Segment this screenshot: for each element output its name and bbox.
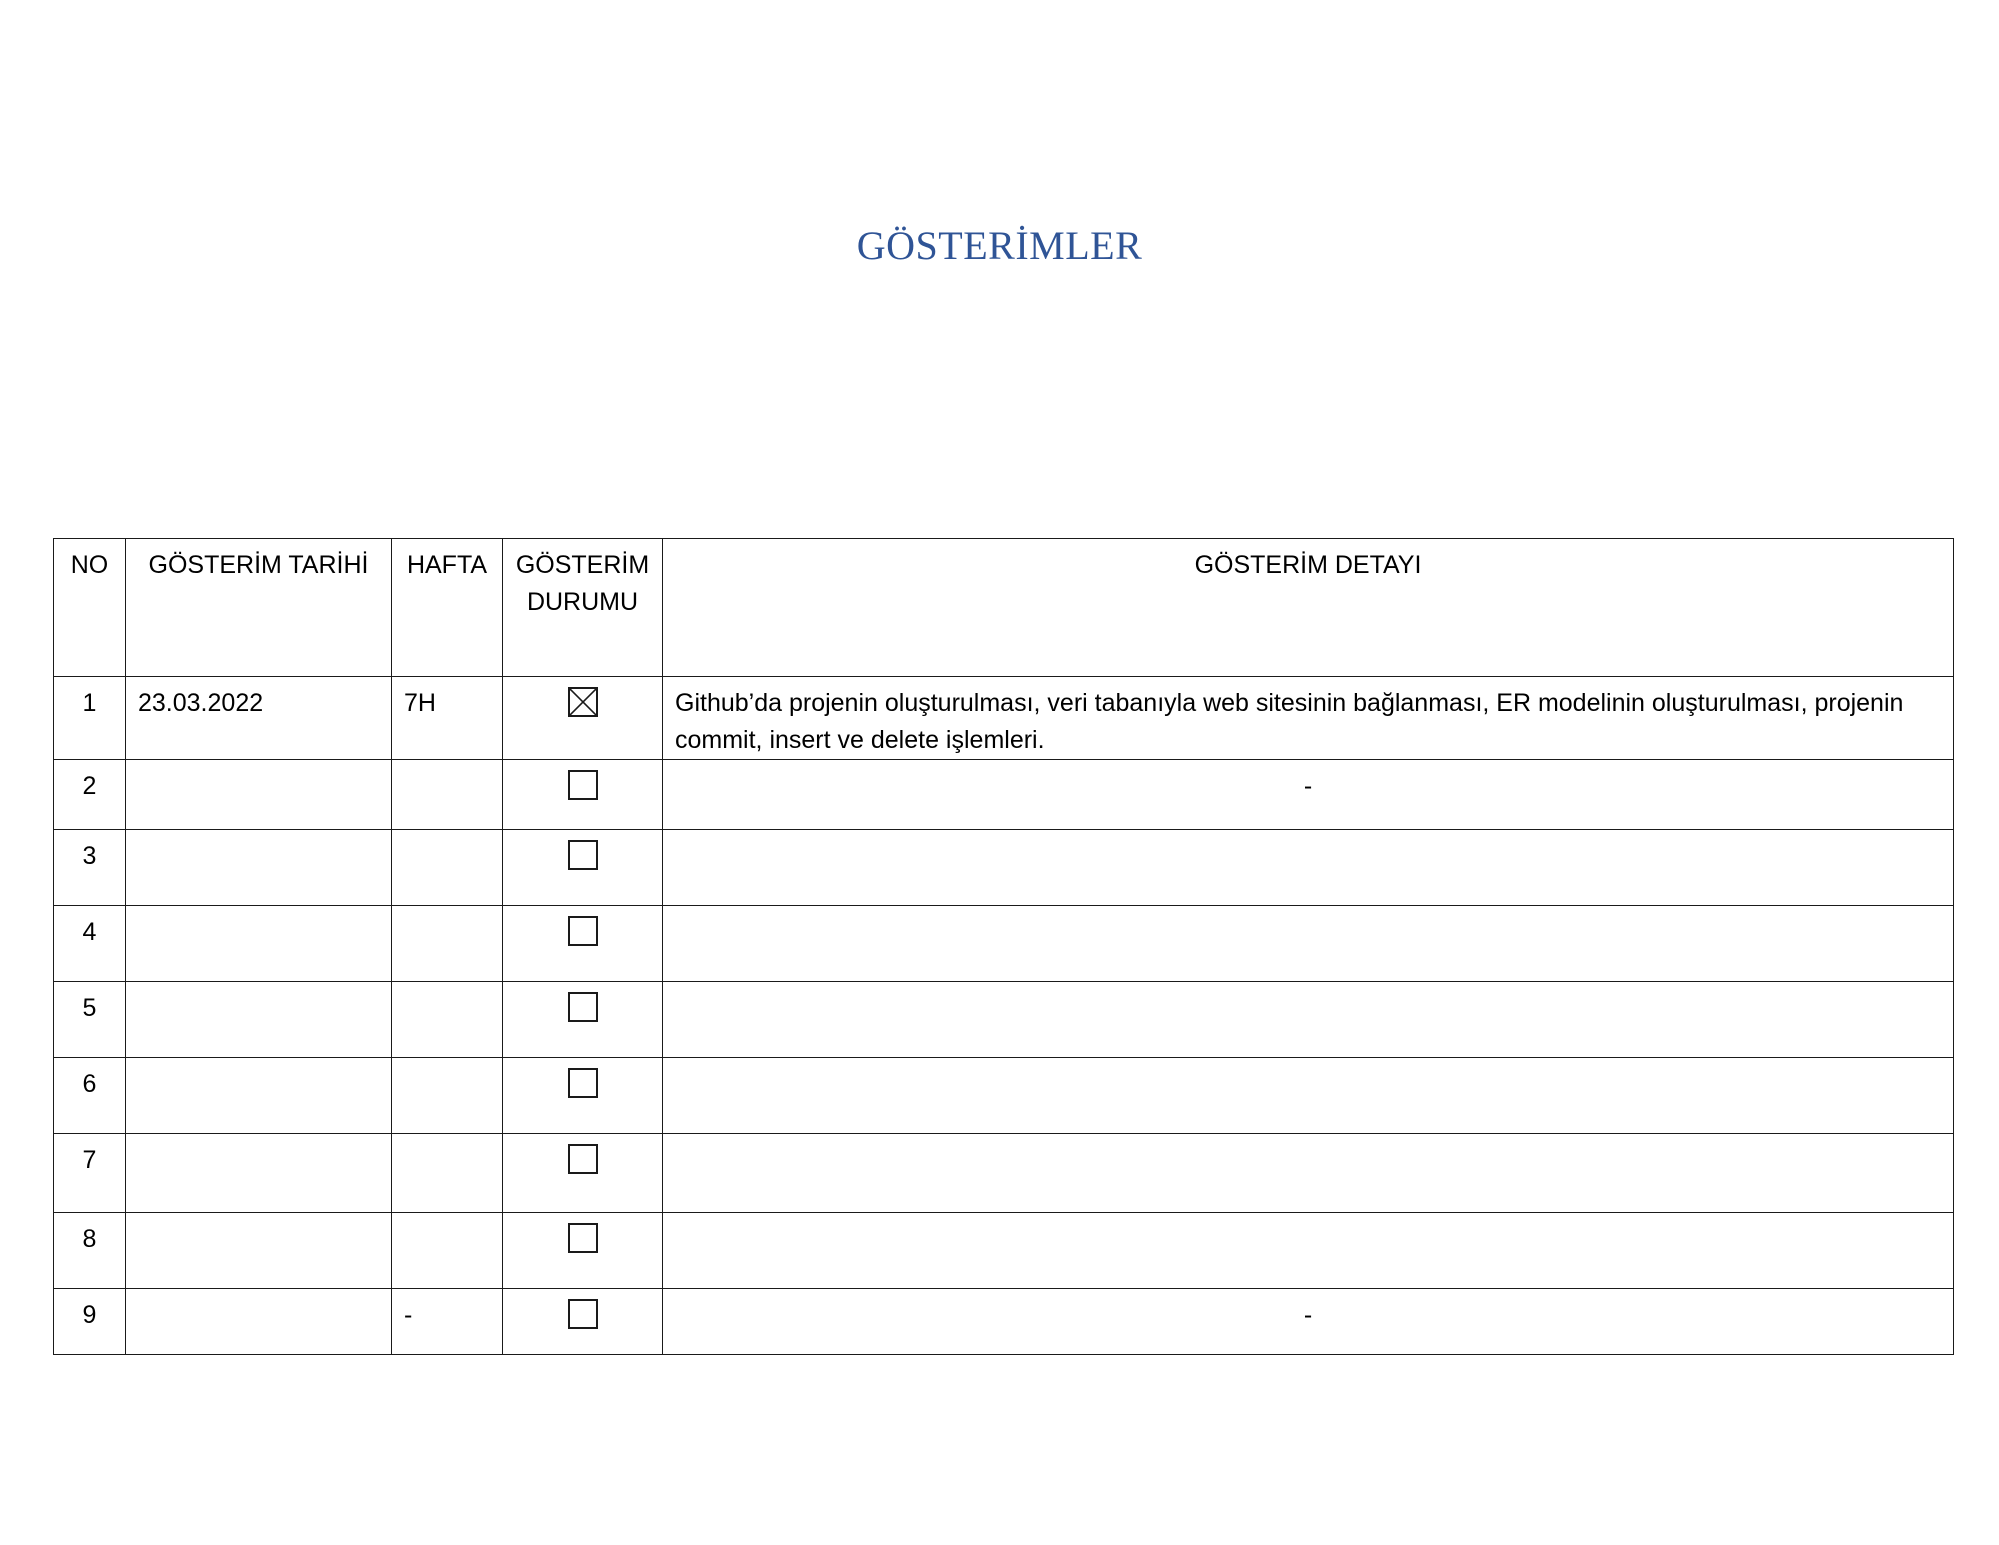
row-week bbox=[392, 1058, 503, 1134]
row-detail bbox=[663, 1134, 1954, 1213]
row-week bbox=[392, 830, 503, 906]
row-week bbox=[392, 982, 503, 1058]
row-week: 7H bbox=[392, 677, 503, 760]
row-status bbox=[503, 677, 663, 760]
row-week: - bbox=[392, 1289, 503, 1355]
row-detail bbox=[663, 1058, 1954, 1134]
empty-checkbox-icon[interactable] bbox=[568, 916, 598, 946]
empty-checkbox-icon[interactable] bbox=[568, 1299, 598, 1329]
table-row bbox=[54, 760, 1954, 830]
row-week bbox=[392, 906, 503, 982]
row-date bbox=[126, 982, 392, 1058]
row-no: 7 bbox=[54, 1134, 126, 1213]
row-status bbox=[503, 1213, 663, 1289]
row-status bbox=[503, 982, 663, 1058]
row-date bbox=[126, 906, 392, 982]
row-no: 5 bbox=[54, 982, 126, 1058]
header-date: GÖSTERİM TARİHİ bbox=[126, 539, 392, 677]
table-row bbox=[54, 1134, 1954, 1213]
empty-checkbox-icon[interactable] bbox=[568, 840, 598, 870]
table-row bbox=[54, 1213, 1954, 1289]
table-row bbox=[54, 982, 1954, 1058]
row-week bbox=[392, 1134, 503, 1213]
table-row bbox=[54, 830, 1954, 906]
row-status bbox=[503, 760, 663, 830]
row-detail: - bbox=[663, 1289, 1954, 1355]
row-date bbox=[126, 760, 392, 830]
table-row bbox=[54, 1058, 1954, 1134]
header-week: HAFTA bbox=[392, 539, 503, 677]
demo-table bbox=[53, 538, 1954, 1355]
row-detail bbox=[663, 830, 1954, 906]
row-date: 23.03.2022 bbox=[126, 677, 392, 760]
row-no: 2 bbox=[54, 760, 126, 830]
row-detail bbox=[663, 906, 1954, 982]
row-no: 8 bbox=[54, 1213, 126, 1289]
row-status bbox=[503, 1134, 663, 1213]
row-status bbox=[503, 1289, 663, 1355]
row-detail: Github’da projenin oluşturulması, veri tabanıyla web sitesinin bağlanması, ER modelinin oluşturulması, projenin commit, insert ve delete işlemleri. bbox=[663, 677, 1954, 760]
table-row bbox=[54, 906, 1954, 982]
row-detail bbox=[663, 982, 1954, 1058]
page-title: GÖSTERİMLER bbox=[856, 223, 1143, 268]
row-no: 4 bbox=[54, 906, 126, 982]
row-status bbox=[503, 830, 663, 906]
table-row bbox=[54, 1289, 1954, 1355]
header-no: NO bbox=[54, 539, 126, 677]
row-date bbox=[126, 1289, 392, 1355]
row-no: 1 bbox=[54, 677, 126, 760]
table-row bbox=[54, 677, 1954, 760]
empty-checkbox-icon[interactable] bbox=[568, 1144, 598, 1174]
header-status-line2: DURUMU bbox=[526, 588, 639, 616]
header-status-line1: GÖSTERİM bbox=[515, 551, 650, 579]
row-status bbox=[503, 1058, 663, 1134]
empty-checkbox-icon[interactable] bbox=[568, 1068, 598, 1098]
table-header-row bbox=[54, 539, 1954, 677]
row-date bbox=[126, 1058, 392, 1134]
row-no: 6 bbox=[54, 1058, 126, 1134]
row-date bbox=[126, 1134, 392, 1213]
row-detail bbox=[663, 1213, 1954, 1289]
checked-box-icon[interactable] bbox=[568, 687, 598, 717]
header-detail: GÖSTERİM DETAYI bbox=[663, 539, 1954, 677]
row-status bbox=[503, 906, 663, 982]
empty-checkbox-icon[interactable] bbox=[568, 992, 598, 1022]
row-week bbox=[392, 1213, 503, 1289]
empty-checkbox-icon[interactable] bbox=[568, 1223, 598, 1253]
row-no: 3 bbox=[54, 830, 126, 906]
row-date bbox=[126, 1213, 392, 1289]
row-week bbox=[392, 760, 503, 830]
header-status bbox=[503, 539, 663, 677]
row-detail: - bbox=[663, 760, 1954, 830]
row-no: 9 bbox=[54, 1289, 126, 1355]
row-date bbox=[126, 830, 392, 906]
empty-checkbox-icon[interactable] bbox=[568, 770, 598, 800]
